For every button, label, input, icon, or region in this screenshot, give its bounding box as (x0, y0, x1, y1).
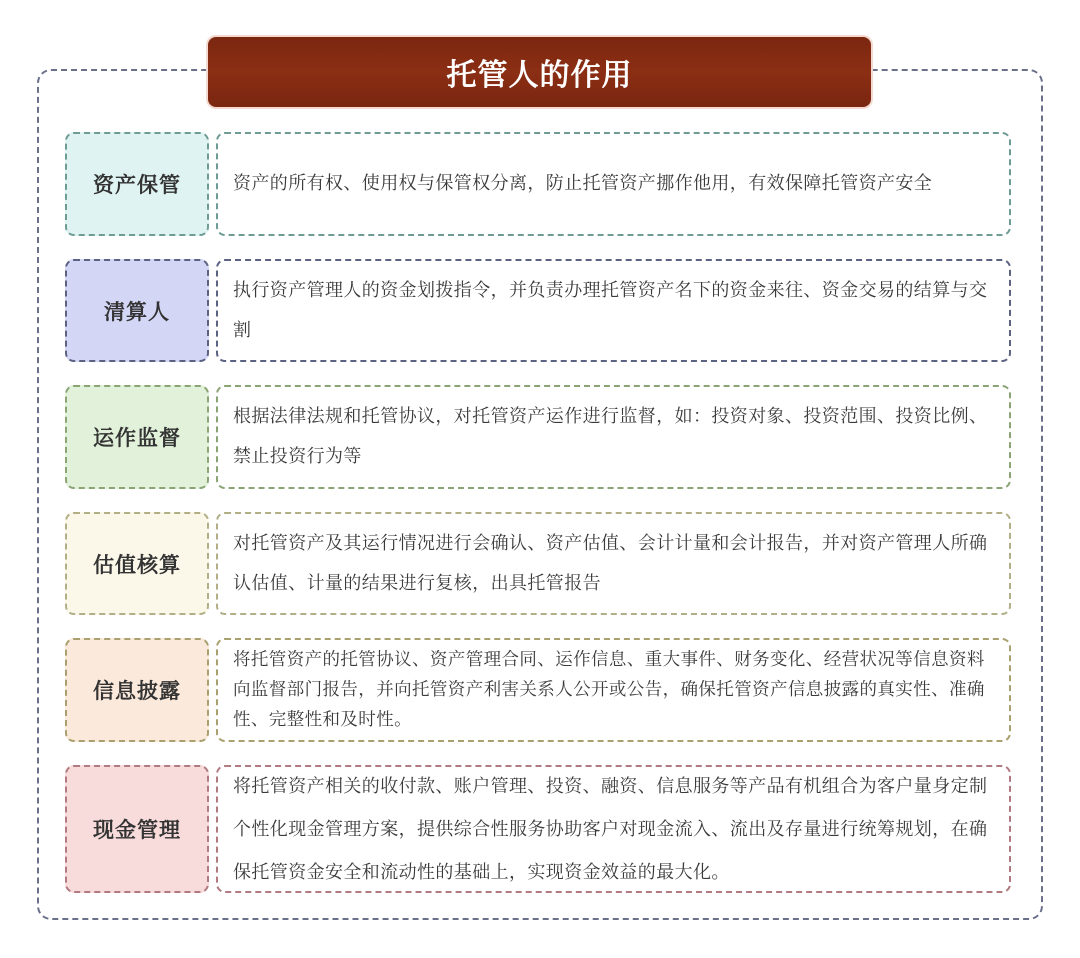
content-box (216, 512, 1011, 615)
label-box (65, 512, 209, 615)
row-description: 执行资产管理人的资金划拨指令，并负责办理托管资产名下的资金来往、资金交易的结算与交割 (233, 279, 988, 341)
label-box (65, 765, 209, 893)
row-asset-custody (65, 132, 1011, 236)
content-box (216, 385, 1011, 489)
row-description: 根据法律法规和托管协议，对托管资产运作进行监督，如：投资对象、投资范围、投资比例、禁止投资行为等 (233, 406, 988, 467)
row-description: 对托管资产及其运行情况进行会确认、资产估值、会计计量和会计报告，并对资产管理人所确认估值、计量的结果进行复核，出具托管报告 (233, 532, 988, 594)
row-valuation-accounting (65, 512, 1011, 615)
content-box (216, 132, 1011, 236)
row-label: 信息披露 (93, 678, 181, 703)
row-label: 现金管理 (93, 817, 181, 842)
row-description: 将托管资产的托管协议、资产管理合同、运作信息、重大事件、财务变化、经营状况等信息资料向监督部门报告，并向托管资产利害关系人公开或公告，确保托管资产信息披露的真实性、准确性、完整性和及时性。 (233, 650, 985, 730)
row-label: 清算人 (104, 298, 170, 324)
row-clearing-agent (65, 259, 1011, 362)
label-box (65, 259, 209, 362)
label-box (65, 638, 209, 742)
content-box (216, 765, 1011, 893)
content-box (216, 638, 1011, 742)
row-label: 资产保管 (93, 172, 181, 197)
row-information-disclosure (65, 638, 1011, 742)
page-title: 托管人的作用 (446, 58, 633, 93)
row-label: 估值核算 (93, 551, 181, 577)
content-box (216, 259, 1011, 362)
row-description: 资产的所有权、使用权与保管权分离，防止托管资产挪作他用，有效保障托管资产安全 (233, 173, 933, 194)
row-description: 将托管资产相关的收付款、账户管理、投资、融资、信息服务等产品有机组合为客户量身定制个性化现金管理方案，提供综合性服务协助客户对现金流入、流出及存量进行统筹规划，在确保托管资金安全和流动性的基础上，实现资金效益的最大化。 (233, 775, 988, 883)
label-box (65, 132, 209, 236)
row-cash-management (65, 765, 1011, 893)
title-banner (208, 37, 871, 107)
row-operation-supervision (65, 385, 1011, 489)
row-label: 运作监督 (93, 425, 181, 450)
label-box (65, 385, 209, 489)
